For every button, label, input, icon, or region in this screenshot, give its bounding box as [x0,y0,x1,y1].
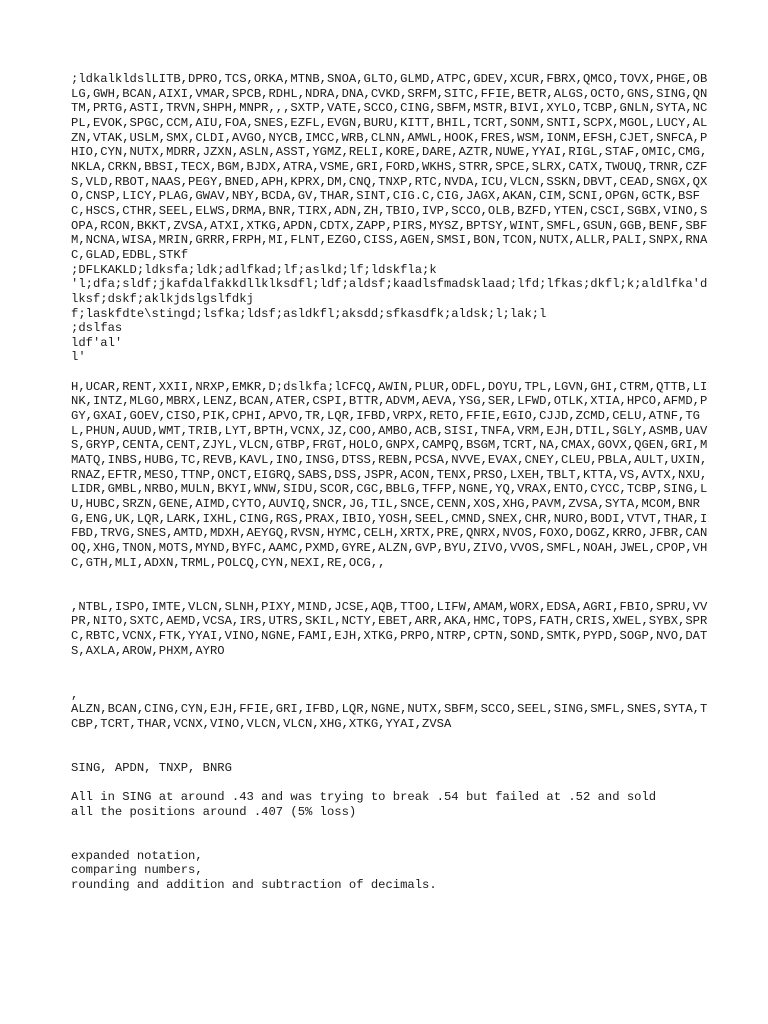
ticker-list-3: ,NTBL,ISPO,IMTE,VLCN,SLNH,PIXY,MIND,JCSE,AQB,TTOO,LIFW,AMAM,WORX,EDSA,AGRI,FBIO,SPRU,VVPR,NITO,SXTC,AEMD,VCSA,IRS,UTRS,SKIL,NCTY,EBET,ARR,AKA,HMC,TOPS,FATH,CRIS,XWEL,SYBX,SPRC,RBTC,VCNX,FTK,YYAI,VINO,NGNE,FAMI,EJH,XTKG,PRPO,NTRP,CPTN,SOND,SMTK,PYPD,SOGP,NVO,DATS,AXLA,AROW,PHXM,AYRO [71,599,708,658]
trade-note: All in SING at around .43 and was trying to break .54 but failed at .52 and sold all the positions around .407 (5% loss) [71,790,657,819]
blank-line [71,570,708,599]
blank-line [71,658,708,687]
blank-line [71,775,708,790]
blank-line [71,365,708,380]
blank-line [71,819,708,848]
ticker-list-4: , ALZN,BCAN,CING,CYN,EJH,FFIE,GRI,IFBD,LQR,NGNE,NUTX,SBFM,SCCO,SEEL,SING,SMFL,SNES,SYTA,TCBP,TCRT,THAR,VCNX,VINO,VLCN,VLCN,XHG,XTKG,YYAI,ZVSA [71,687,708,731]
blank-line [71,731,708,760]
ticker-list-2: H,UCAR,RENT,XXII,NRXP,EMKR,D;dslkfa;lCFCQ,AWIN,PLUR,ODFL,DOYU,TPL,LGVN,GHI,CTRM,QTTB,LINK,INTZ,MLGO,MBRX,LENZ,BCAN,ATER,CSPI,BTTR,ADVM,AEVA,YSG,SER,LFWD,OTLK,XTIA,HPCO,AFMD,PGY,GXAI,GOEV,CISO,PIK,CPHI,APVO,TR,LQR,IFBD,VRPX,RETO,FFIE,EGIO,CJJD,ZCMD,CELU,ATNF,TGL,PHUN,AUUD,WMT,TRIB,LYT,BPTH,VCNX,JZ,COO,AMBO,ACB,SISI,TNFA,VRM,EJH,DTIL,SGLY,ASMB,UAVS,GRYP,CENTA,CENT,ZJYL,VLCN,GTBP,FRGT,HOLO,GNPX,CAMPQ,BSGM,TCRT,NA,CMAX,GOVX,QGEN,GRI,MMATQ,INBS,HUBG,TC,REVB,KAVL,INO,INSG,DTSS,REBN,PCSA,NVVE,EVAX,CNEY,CLEU,PBLA,AULT,UXIN,RNAZ,EFTR,MESO,TTNP,ONCT,EIGRQ,SABS,DSS,JSPR,ACON,TENX,PRSO,LXEH,TBLT,KTTA,VS,AVTX,NXU,LIDR,GMBL,NRBO,MULN,BKYI,WNW,SIDU,SCOR,CGC,BBLG,TFFP,NGNE,YQ,VRAX,ENTO,CYCC,TCBP,SING,LU,HUBC,SRZN,GENE,AIMD,CYTO,AUVIQ,SNCR,JG,TIL,SNCE,CENN,XOS,XHG,PAVM,ZVSA,SYTA,MCOM,BNRG,ENG,UK,LQR,LARK,IXHL,CING,RGS,PRAX,IBIO,YOSH,SEEL,CMND,SNEX,CHR,NURO,BODI,VTVT,THAR,IFBD,TRVG,SNES,AMTD,MDXH,AEYGQ,RVSN,HYMC,CELH,XRTX,PRE,QNRX,NVOS,FOXO,DOGZ,KRRO,JFBR,CANOQ,XHG,TNON,MOTS,MYND,BYFC,AAMC,PXMD,GYRE,ALZN,GVP,BYU,ZIVO,VVOS,SMFL,NOAH,JWEL,CPOP,VHC,GTH,MLI,ADXN,TRML,POLCQ,CYN,NEXI,RE,OCG,, [71,379,708,570]
watchlist-line: SING, APDN, TNXP, BNRG [71,760,232,775]
ticker-list-1: ;ldkalkldslLITB,DPRO,TCS,ORKA,MTNB,SNOA,GLTO,GLMD,ATPC,GDEV,XCUR,FBRX,QMCO,TOVX,PHGE,OBLG,GWH,BCAN,AIXI,VMAR,SPCB,RDHL,NDRA,DNA,CVKD,SRFM,SITC,FFIE,BETR,ALGS,OCTO,GNS,SING,QNTM,PRTG,ASTI,TRVN,SHPH,MNPR,,,SXTP,VATE,SCCO,CING,SBFM,MSTR,BIVI,XYLO,TCBP,GNLN,SYTA,NCPL,EVOK,SPGC,CCM,AIU,FOA,SNES,EZFL,EVGN,BURU,KITT,BHIL,TCRT,SONM,SNTI,SCPX,MGOL,LUCY,ALZN,VTAK,USLM,SMX,CLDI,AVGO,NYCB,IMCC,WRB,CLNN,AMWL,HOOK,FRES,WSM,IONM,EFSH,CJET,SNFCA,PHIO,CYN,NUTX,MDRR,JZXN,ASLN,ASST,YGMZ,RELI,KORE,DARE,AZTR,NUWE,YYAI,RIGL,STAF,OMIC,CMG,NKLA,CRKN,BBSI,TECX,BGM,BJDX,ATRA,VSME,GRI,FORD,WKHS,STRR,SPCE,SLRX,CATX,TWOUQ,TRNR,CZFS,VLD,RBOT,NAAS,PEGY,BNED,APH,KPRX,DM,CNQ,TNXP,RTC,NVDA,ICU,VLCN,SSKN,DBVT,CEAD,SNGX,QXO,CNSP,LICY,PLAG,GWAV,NBY,BCDA,GV,THAR,SINT,CIG.C,CIG,JAGX,AKAN,CIM,SCNI,OPGN,GCTK,BSFC,HSCS,CTHR,SEEL,ELWS,DRMA,BNR,TIRX,ADN,ZH,TBIO,IVP,SCCO,OLB,BZFD,YTEN,CSCI,SGBX,VINO,SOPA,RCON,BKKT,ZVSA,ATXI,XTKG,APDN,CDTX,ZAPP,PIRS,MYSZ,BPTSY,WINT,SMFL,GSUN,GGB,BENF,SBFM,NCNA,WISA,MRIN,GRRR,FRPH,MI,FLNT,EZGO,CISS,AGEN,SMSI,BON,TCON,NUTX,ALLR,PALI,SNPX,RNAC,GLAD,EDBL,STKf [71,72,708,262]
scribble-text: ;DFLKAKLD;ldksfa;ldk;adlfkad;lf;aslkd;lf;ldskfla;k 'l;dfa;sldf;jkafdalfakkdllklksdfl;ldf;aldsf;kaadlsfmadsklaad;lfd;lfkas;dkfl;k;aldlfka'dlksf;dskf;aklkjdslgslfdkj f;laskfdte\stingd;lsfka;ldsf;asldkfl;aksdd;sfkasdfk;aldsk;l;lak;l ;dslfas ldf'al' l' [71,262,708,365]
study-topics: expanded notation, comparing numbers, rounding and addition and subtraction of decimals. [71,848,437,892]
